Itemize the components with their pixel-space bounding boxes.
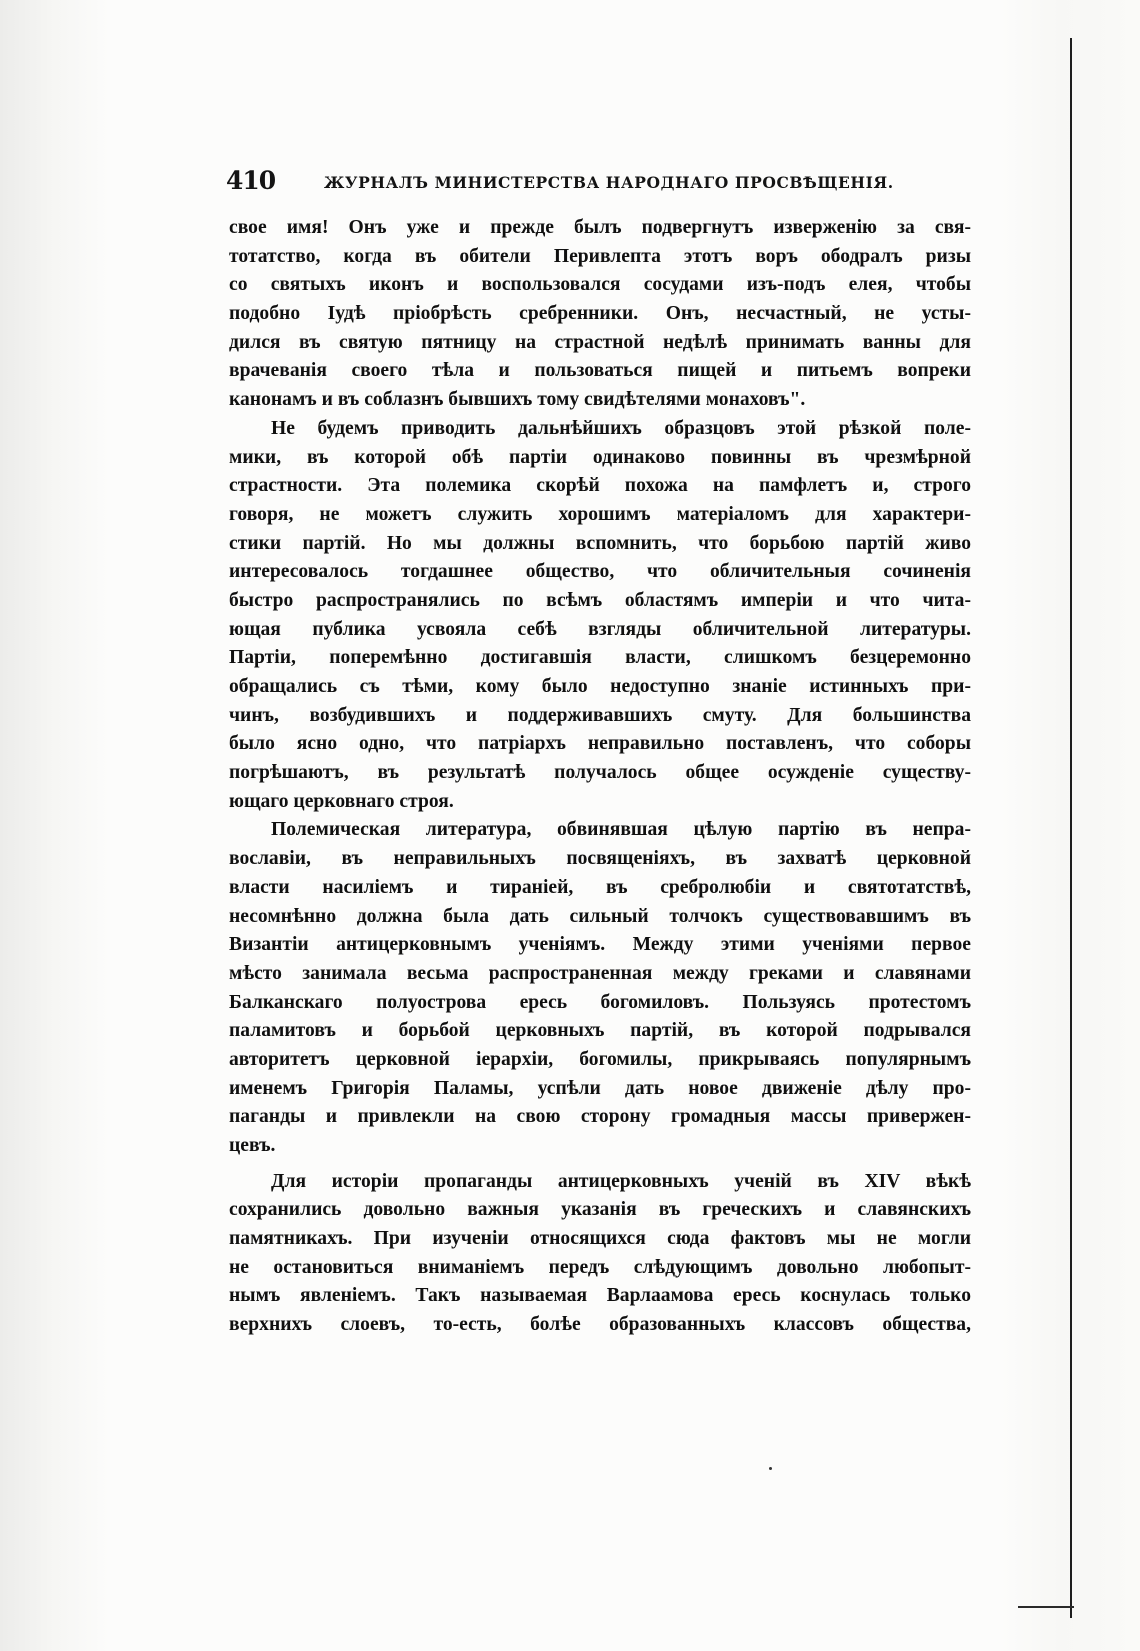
ink-speck (769, 1467, 772, 1470)
text-line: обращались съ тѣми, кому было недоступно знаніе истинныхъ при- (229, 676, 971, 697)
text-line: нымъ явленіемъ. Такъ называемая Варлаамова ересь коснулась только (229, 1285, 971, 1307)
text-line: тотатство, когда въ обители Перивлепта этотъ воръ ободралъ ризы (229, 245, 971, 267)
text-line: сохранились довольно важныя указанія въ греческихъ и славянскихъ (229, 1199, 971, 1221)
text-line: не остановиться вниманіемъ передъ слѣдующимъ довольно любопыт- (229, 1256, 971, 1278)
text-line: Для исторіи пропаганды антицерковныхъ ученій въ XIV вѣкѣ (271, 1170, 971, 1192)
text-line: ющая публика усвояла себѣ взгляды обличительной литературы. (229, 618, 971, 640)
text-line: Полемическая литература, обвинявшая цѣлую партію въ непра- (271, 819, 971, 841)
text-line: подобно Іудѣ пріобрѣсть сребренники. Онъ, несчастный, не усты- (229, 303, 971, 325)
body-text (229, 214, 971, 1340)
text-line: чинъ, возбудившихъ и поддерживавшихъ смуту. Для большинства (229, 704, 971, 726)
text-line: мики, въ которой обѣ партіи одинаково повинны въ чрезмѣрной (229, 446, 971, 468)
paragraph-3 (229, 816, 971, 1160)
text-line: дился въ святую пятницу на страстной недѣлѣ принимать ванны для (229, 331, 971, 353)
text-line: быстро распространялись по всѣмъ областямъ имперіи и что чита- (229, 589, 971, 611)
text-line: врачеванія своего тѣла и пользоваться пищей и питьемъ вопреки (229, 360, 971, 382)
text-line: со святыхъ иконъ и воспользовался сосудами изъ-подъ елея, чтобы (229, 274, 971, 296)
text-line: Не будемъ приводить дальнѣйшихъ образцовъ этой рѣзкой поле- (271, 417, 971, 439)
running-title: ЖУРНАЛЪ МИНИСТЕРСТВА НАРОДНАГО ПРОСВѢЩЕНІЯ. (324, 173, 894, 192)
text-line: канонамъ и въ соблазнъ бывшихъ тому свидѣтелями монаховъ". (229, 389, 806, 411)
text-line: страстности. Эта полемика скорѣй похожа на памфлетъ и, строго (229, 475, 971, 497)
page-header (226, 164, 971, 198)
text-line: мѣсто занимала весьма распространенная между греками и славянами (229, 962, 971, 984)
text-line: несомнѣнно должна была дать сильный толчокъ существовавшимъ въ (229, 905, 971, 927)
paragraph-4 (229, 1168, 971, 1340)
corner-rule (1018, 1606, 1074, 1608)
text-line: погрѣшаютъ, въ результатѣ получалось общее осужденіе существу- (229, 762, 971, 784)
paragraph-2 (229, 415, 971, 817)
text-line: цевъ. (229, 1135, 276, 1156)
text-line: стики партій. Но мы должны вспомнить, что борьбою партій живо (229, 532, 971, 554)
text-line: говоря, не можетъ служить хорошимъ матеріаломъ для характери- (229, 503, 971, 525)
text-line: вославіи, въ неправильныхъ посвященіяхъ, въ захватѣ церковной (229, 848, 971, 870)
text-line: свое имя! Онъ уже и прежде былъ подвергнутъ изверженію за свя- (229, 217, 971, 238)
text-line: именемъ Григорія Паламы, успѣли дать новое движеніе дѣлу про- (229, 1077, 971, 1099)
text-line: верхнихъ слоевъ, то-есть, болѣе образованныхъ классовъ общества, (229, 1314, 971, 1336)
text-line: паламитовъ и борьбой церковныхъ партій, въ которой подрывался (229, 1020, 971, 1042)
text-line: интересовалось тогдашнее общество, что обличительныя сочиненія (229, 561, 971, 583)
text-line: Византіи антицерковнымъ ученіямъ. Между этими ученіями первое (229, 934, 971, 956)
binding-edge-rule (1070, 38, 1072, 1618)
text-line: власти насиліемъ и тираніей, въ сребролюбіи и святотатствѣ, (229, 876, 971, 898)
paragraph-gap (229, 1161, 971, 1168)
text-line: Партіи, поперемѣнно достигавшія власти, слишкомъ безцеремонно (229, 647, 971, 669)
paragraph-1 (229, 214, 971, 415)
text-line: было ясно одно, что патріархъ неправильно поставленъ, что соборы (229, 733, 971, 755)
text-line: Балканскаго полуострова ересь богомиловъ. Пользуясь протестомъ (229, 991, 971, 1013)
text-line: памятникахъ. При изученіи относящихся сюда фактовъ мы не могли (229, 1228, 971, 1250)
page-number: 410 (226, 166, 276, 195)
text-line: ющаго церковнаго строя. (229, 790, 454, 812)
text-line: авторитетъ церковной іерархіи, богомилы, прикрываясь популярнымъ (229, 1048, 971, 1070)
text-line: паганды и привлекли на свою сторону громадныя массы привержен- (229, 1106, 971, 1128)
